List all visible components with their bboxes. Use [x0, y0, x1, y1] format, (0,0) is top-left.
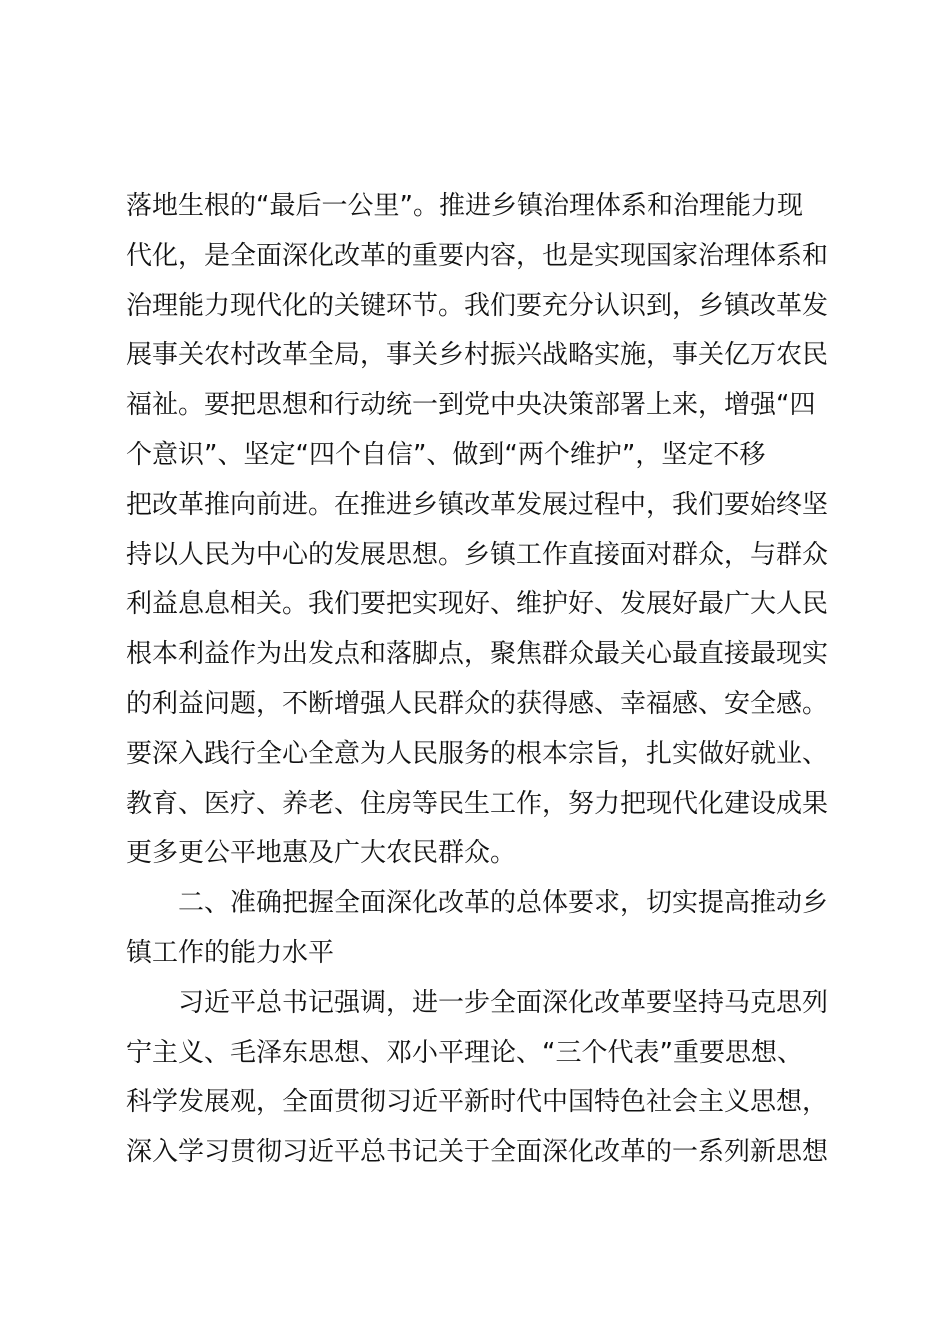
- text-line: 深入学习贯彻习近平总书记关于全面深化改革的一系列新思想: [126, 1137, 829, 1168]
- text-line: 福祉。要把思想和行动统一到党中央决策部署上来，增强“四: [126, 390, 816, 421]
- text-line: 把改革推向前进。在推进乡镇改革发展过程中，我们要始终坚: [126, 489, 829, 520]
- text-line: 根本利益作为出发点和落脚点，聚焦群众最关心最直接最现实: [126, 639, 829, 670]
- text-line: 习近平总书记强调，进一步全面深化改革要坚持马克思列: [178, 987, 829, 1018]
- text-line: 利益息息相关。我们要把实现好、维护好、发展好最广大人民: [126, 589, 829, 620]
- text-line: 的利益问题，不断增强人民群众的获得感、幸福感、安全感。: [126, 688, 829, 719]
- text-line: 个意识”、坚定“四个自信”、做到“两个维护”，坚定不移: [126, 439, 766, 470]
- text-line: 落地生根的“最后一公里”。推进乡镇治理体系和治理能力现: [126, 191, 803, 221]
- text-line: 持以人民为中心的发展思想。乡镇工作直接面对群众，与群众: [126, 539, 829, 570]
- text-line: 教育、医疗、养老、住房等民生工作，努力把现代化建设成果: [126, 788, 829, 819]
- body-text: [126, 182, 846, 1178]
- text-line: 要深入践行全心全意为人民服务的根本宗旨，扎实做好就业、: [126, 738, 829, 769]
- text-line: 治理能力现代化的关键环节。我们要充分认识到，乡镇改革发: [126, 290, 829, 321]
- text-line: 更多更公平地惠及广大农民群众。: [126, 838, 517, 869]
- text-line: 宁主义、毛泽东思想、邓小平理论、“三个代表”重要思想、: [126, 1037, 803, 1068]
- text-line: 展事关农村改革全局，事关乡村振兴战略实施，事关亿万农民: [126, 340, 829, 371]
- text-line: 科学发展观，全面贯彻习近平新时代中国特色社会主义思想，: [126, 1087, 829, 1118]
- section-heading-line: 镇工作的能力水平: [126, 937, 335, 968]
- text-line: 代化，是全面深化改革的重要内容，也是实现国家治理体系和: [126, 240, 829, 271]
- section-heading-line: 二、准确把握全面深化改革的总体要求，切实提高推动乡: [178, 888, 829, 919]
